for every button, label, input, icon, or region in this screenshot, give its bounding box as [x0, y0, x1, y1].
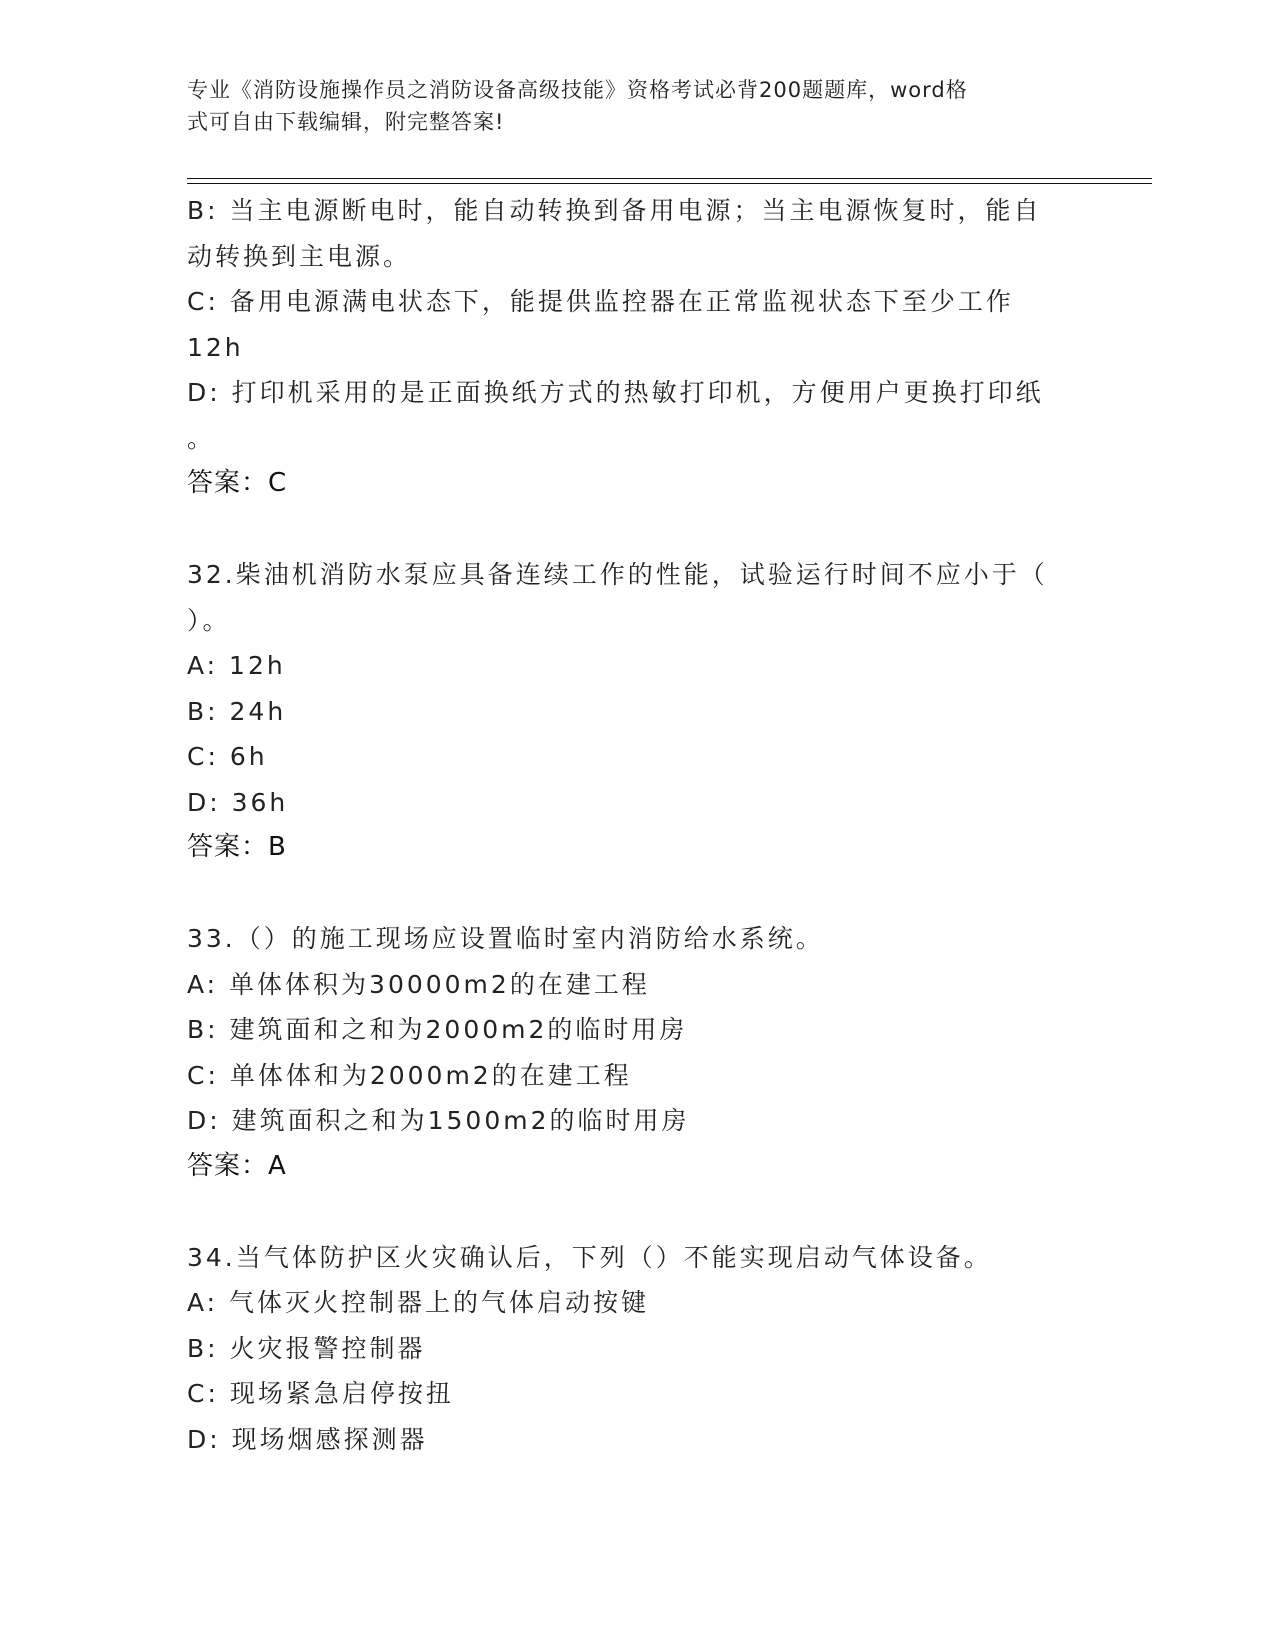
header-divider-bottom [187, 183, 1152, 184]
header-line-2: 式可自由下载编辑，附完整答案! [187, 110, 505, 134]
option-c: C: 6h [187, 742, 268, 771]
spacer [187, 1189, 1087, 1235]
option-b-line-1: B: 当主电源断电时，能自动转换到备用电源；当主电源恢复时，能自 [187, 196, 1042, 225]
option-a: A: 12h [187, 651, 286, 680]
question-block-34 [187, 1235, 1087, 1463]
option-c: C: 现场紧急启停按扭 [187, 1379, 454, 1408]
question-stem: 34.当气体防护区火灾确认后，下列（）不能实现启动气体设备。 [187, 1242, 992, 1272]
page-header [187, 74, 1067, 138]
option-b-line-2: 动转换到主电源。 [187, 241, 412, 271]
option-d-line-2: 。 [187, 423, 216, 453]
header-divider-top [187, 178, 1152, 179]
option-d: D: 现场烟感探测器 [187, 1424, 428, 1454]
option-b: B: 火灾报警控制器 [187, 1333, 426, 1363]
option-a: A: 单体体积为30000m2的在建工程 [187, 969, 650, 999]
question-stem-line-2: ）。 [187, 605, 231, 635]
option-b: B: 建筑面和之和为2000m2的临时用房 [187, 1015, 688, 1044]
option-c-line-2: 12h [187, 332, 244, 362]
question-block-33 [187, 916, 1087, 1189]
answer: 答案：C [187, 468, 288, 498]
option-c: C: 单体体和为2000m2的在建工程 [187, 1060, 632, 1090]
option-d: D: 建筑面积之和为1500m2的临时用房 [187, 1106, 690, 1135]
question-stem: 33.（）的施工现场应设置临时室内消防给水系统。 [187, 924, 824, 953]
spacer [187, 871, 1087, 917]
spacer [187, 507, 1087, 553]
question-list [187, 188, 1087, 1462]
option-d-line-1: D: 打印机采用的是正面换纸方式的热敏打印机，方便用户更换打印纸 [187, 378, 1044, 407]
option-a: A: 气体灭火控制器上的气体启动按键 [187, 1288, 650, 1317]
header-line-1: 专业《消防设施操作员之消防设备高级技能》资格考试必背200题题库，word格 [187, 78, 968, 102]
option-d: D: 36h [187, 787, 289, 817]
question-block-31 [187, 188, 1087, 507]
option-b: B: 24h [187, 696, 287, 726]
question-block-32 [187, 552, 1087, 871]
question-stem-line-1: 32.柴油机消防水泵应具备连续工作的性能，试验运行时间不应小于（ [187, 560, 1048, 589]
answer: 答案：A [187, 1150, 287, 1181]
answer: 答案：B [187, 832, 287, 862]
option-c-line-1: C: 备用电源满电状态下，能提供监控器在正常监视状态下至少工作 [187, 287, 1014, 316]
